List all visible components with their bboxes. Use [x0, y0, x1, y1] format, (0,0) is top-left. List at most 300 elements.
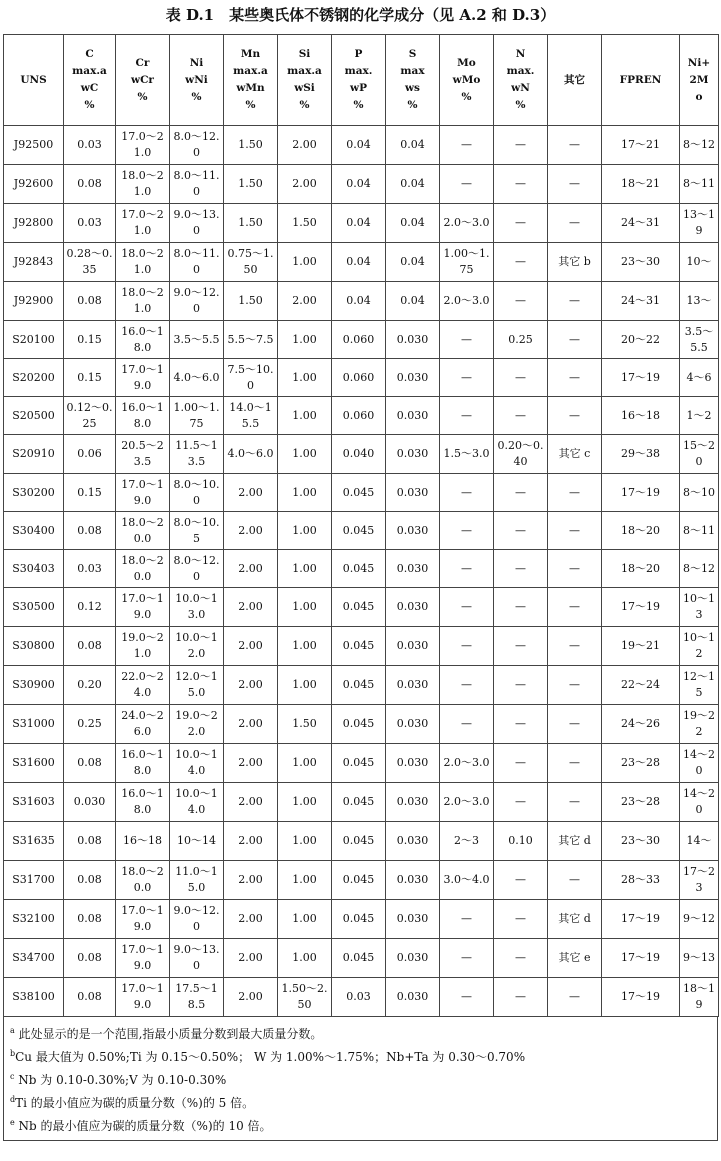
- table-cell: 12～15: [680, 666, 719, 705]
- table-cell: 0.030: [386, 397, 440, 435]
- column-header-line: Ni: [189, 56, 204, 69]
- column-header-line: %: [137, 90, 148, 103]
- column-header-line: max: [400, 65, 425, 77]
- table-row: [4, 550, 719, 588]
- table-cell: 17.0～19.0: [116, 978, 170, 1017]
- table-cell: —: [494, 861, 548, 900]
- table-cell: 0.030: [386, 744, 440, 783]
- column-header: [332, 35, 386, 126]
- table-cell: 23～30: [602, 822, 680, 861]
- table-cell: 18.0～21.0: [116, 282, 170, 321]
- table-cell: —: [494, 359, 548, 397]
- table-cell: 1.00～1.75: [440, 243, 494, 282]
- column-header-line: %: [245, 99, 256, 111]
- table-cell: 1.00～1.75: [170, 397, 224, 435]
- table-cell: 23～30: [602, 243, 680, 282]
- table-cell: —: [440, 550, 494, 588]
- table-cell: —: [548, 627, 602, 666]
- table-cell: 24.0～26.0: [116, 705, 170, 744]
- uns-cell: J92843: [4, 243, 64, 282]
- table-cell: 0.04: [386, 165, 440, 204]
- table-cell: —: [494, 165, 548, 204]
- column-header-line: Mn: [240, 48, 261, 60]
- table-cell: 1～2: [680, 397, 719, 435]
- table-cell: 2.00: [224, 861, 278, 900]
- table-cell: —: [548, 126, 602, 165]
- table-cell: —: [494, 204, 548, 243]
- column-header: [64, 35, 116, 126]
- table-cell: 17～19: [602, 939, 680, 978]
- table-cell: 16.0～18.0: [116, 397, 170, 435]
- table-cell: 0.08: [64, 627, 116, 666]
- table-cell: 0.030: [64, 783, 116, 822]
- header-row: [4, 35, 719, 126]
- table-cell: 1.00: [278, 512, 332, 550]
- table-row: [4, 359, 719, 397]
- uns-cell: S30900: [4, 666, 64, 705]
- table-cell: 19～21: [602, 627, 680, 666]
- table-cell: 10～: [680, 243, 719, 282]
- table-cell: 17～19: [602, 359, 680, 397]
- table-cell: 0.030: [386, 978, 440, 1017]
- table-cell: 17～21: [602, 126, 680, 165]
- table-cell: 1.00: [278, 861, 332, 900]
- table-cell: 0.12～0.25: [64, 397, 116, 435]
- table-cell: 1.00: [278, 321, 332, 359]
- table-row: [4, 397, 719, 435]
- table-cell: 17.5～18.5: [170, 978, 224, 1017]
- table-cell: 1.00: [278, 474, 332, 512]
- column-header-line: max.: [506, 65, 535, 77]
- table-cell: —: [440, 126, 494, 165]
- table-cell: 10.0～14.0: [170, 783, 224, 822]
- table-cell: 0.045: [332, 550, 386, 588]
- column-header-line: wCr: [131, 73, 154, 86]
- table-cell: 0.08: [64, 165, 116, 204]
- table-cell: 10～13: [680, 588, 719, 627]
- table-cell: 1.00: [278, 588, 332, 627]
- table-cell: 8.0～11.0: [170, 165, 224, 204]
- column-header: [278, 35, 332, 126]
- table-cell: 0.08: [64, 822, 116, 861]
- table-cell: 2.00: [224, 627, 278, 666]
- table-cell: 17～19: [602, 588, 680, 627]
- table-cell: 17～19: [602, 900, 680, 939]
- table-cell: 0.03: [64, 126, 116, 165]
- column-header-line: 其它: [564, 73, 585, 86]
- table-cell: 8～11: [680, 165, 719, 204]
- table-cell: 0.10: [494, 822, 548, 861]
- table-cell: —: [440, 359, 494, 397]
- column-header-line: %: [299, 99, 310, 111]
- column-header: [440, 35, 494, 126]
- footnote-mark: e: [10, 1118, 15, 1127]
- table-cell: 1.00: [278, 359, 332, 397]
- column-header-line: wSi: [294, 82, 315, 94]
- table-row: [4, 627, 719, 666]
- table-cell: 7.5～10.0: [224, 359, 278, 397]
- table-row: [4, 783, 719, 822]
- table-cell: 0.25: [494, 321, 548, 359]
- column-header-line: 2M: [689, 73, 709, 86]
- table-cell: 0.03: [332, 978, 386, 1017]
- table-cell: 14.0～15.5: [224, 397, 278, 435]
- table-cell: 24～31: [602, 282, 680, 321]
- table-cell: 3.5～5.5: [680, 321, 719, 359]
- table-cell: —: [494, 588, 548, 627]
- table-cell: 0.030: [386, 321, 440, 359]
- table-cell: —: [440, 666, 494, 705]
- table-cell: 1.50: [278, 204, 332, 243]
- table-cell: 2.00: [224, 512, 278, 550]
- table-cell: 1.00: [278, 397, 332, 435]
- table-cell: —: [440, 512, 494, 550]
- table-cell: 8～10: [680, 474, 719, 512]
- table-cell: 其它 c: [548, 435, 602, 474]
- table-cell: 0.045: [332, 588, 386, 627]
- column-header-line: wC: [80, 82, 99, 94]
- table-cell: 17～23: [680, 861, 719, 900]
- table-cell: —: [548, 550, 602, 588]
- column-header-line: ws: [405, 82, 420, 94]
- table-cell: 5.5～7.5: [224, 321, 278, 359]
- footnote-mark: a: [10, 1026, 15, 1035]
- table-cell: —: [440, 397, 494, 435]
- table-cell: 0.030: [386, 705, 440, 744]
- table-row: [4, 705, 719, 744]
- table-cell: 0.045: [332, 900, 386, 939]
- table-cell: 10.0～14.0: [170, 744, 224, 783]
- column-header-line: o: [695, 90, 703, 103]
- table-cell: 20～22: [602, 321, 680, 359]
- column-header: [680, 35, 719, 126]
- table-cell: 16.0～18.0: [116, 783, 170, 822]
- table-cell: 1.00: [278, 243, 332, 282]
- table-cell: 3.0～4.0: [440, 861, 494, 900]
- table-cell: 0.030: [386, 550, 440, 588]
- table-cell: 17.0～19.0: [116, 474, 170, 512]
- table-cell: 0.030: [386, 588, 440, 627]
- table-cell: 0.08: [64, 861, 116, 900]
- table-cell: 0.060: [332, 359, 386, 397]
- table-cell: —: [548, 512, 602, 550]
- table-cell: 17.0～19.0: [116, 939, 170, 978]
- table-row: [4, 822, 719, 861]
- table-cell: 0.08: [64, 282, 116, 321]
- column-header-line: N: [515, 48, 526, 60]
- table-cell: 13～: [680, 282, 719, 321]
- table-cell: 4.0～6.0: [170, 359, 224, 397]
- table-cell: 0.08: [64, 939, 116, 978]
- table-cell: 2.0～3.0: [440, 744, 494, 783]
- table-cell: 14～: [680, 822, 719, 861]
- table-cell: 0.04: [332, 165, 386, 204]
- table-cell: —: [494, 705, 548, 744]
- table-cell: 2.00: [278, 165, 332, 204]
- table-cell: 0.030: [386, 822, 440, 861]
- table-cell: 9～13: [680, 939, 719, 978]
- table-row: [4, 939, 719, 978]
- table-cell: 0.030: [386, 939, 440, 978]
- column-header-line: C: [85, 48, 94, 60]
- uns-cell: J92800: [4, 204, 64, 243]
- table-row: [4, 512, 719, 550]
- table-cell: 0.030: [386, 359, 440, 397]
- table-cell: 1.00: [278, 627, 332, 666]
- table-row: [4, 126, 719, 165]
- table-cell: —: [440, 900, 494, 939]
- table-cell: 14～20: [680, 744, 719, 783]
- table-cell: 8.0～10.5: [170, 512, 224, 550]
- table-cell: 20.5～23.5: [116, 435, 170, 474]
- table-cell: 9.0～13.0: [170, 204, 224, 243]
- table-cell: 0.045: [332, 861, 386, 900]
- uns-cell: S30200: [4, 474, 64, 512]
- table-cell: 3.5～5.5: [170, 321, 224, 359]
- table-cell: 9.0～12.0: [170, 900, 224, 939]
- table-cell: 1.50: [224, 204, 278, 243]
- table-cell: —: [494, 900, 548, 939]
- table-cell: —: [548, 978, 602, 1017]
- table-cell: 18.0～20.0: [116, 861, 170, 900]
- table-row: [4, 900, 719, 939]
- table-cell: 8.0～11.0: [170, 243, 224, 282]
- table-cell: 1.50: [224, 282, 278, 321]
- table-cell: —: [440, 705, 494, 744]
- column-header-line: wMo: [452, 73, 481, 86]
- table-cell: 2.00: [278, 126, 332, 165]
- table-cell: —: [548, 744, 602, 783]
- table-cell: 2.00: [224, 939, 278, 978]
- table-cell: 24～26: [602, 705, 680, 744]
- table-cell: —: [440, 165, 494, 204]
- table-cell: 1.00: [278, 822, 332, 861]
- composition-table: [3, 34, 719, 1017]
- table-row: [4, 666, 719, 705]
- table-cell: —: [440, 588, 494, 627]
- column-header-line: Ni+: [687, 56, 711, 69]
- table-body: [4, 126, 719, 1017]
- uns-cell: S38100: [4, 978, 64, 1017]
- uns-cell: J92600: [4, 165, 64, 204]
- table-cell: 16.0～18.0: [116, 744, 170, 783]
- table-cell: 0.045: [332, 627, 386, 666]
- table-cell: 0.030: [386, 627, 440, 666]
- table-cell: 8.0～10.0: [170, 474, 224, 512]
- table-cell: 2.00: [224, 744, 278, 783]
- column-header-line: max.a: [287, 65, 322, 77]
- table-cell: 0.06: [64, 435, 116, 474]
- table-cell: 0.045: [332, 512, 386, 550]
- uns-cell: S30800: [4, 627, 64, 666]
- table-cell: 0.20～0.40: [494, 435, 548, 474]
- footnote-text: 此处显示的是一个范围,指最小质量分数到最大质量分数。: [14, 1027, 323, 1041]
- table-cell: 0.045: [332, 744, 386, 783]
- column-header: [602, 35, 680, 126]
- table-cell: 19.0～22.0: [170, 705, 224, 744]
- column-header-line: %: [191, 90, 202, 103]
- table-cell: 24～31: [602, 204, 680, 243]
- table-cell: 2.00: [224, 783, 278, 822]
- table-row: [4, 321, 719, 359]
- footnote: [10, 1021, 711, 1044]
- table-cell: 0.04: [332, 282, 386, 321]
- column-header: [224, 35, 278, 126]
- table-cell: 0.045: [332, 705, 386, 744]
- table-cell: 8～12: [680, 550, 719, 588]
- column-header-line: Cr: [135, 56, 150, 69]
- table-cell: —: [494, 666, 548, 705]
- footnote: [10, 1090, 711, 1113]
- table-cell: 19.0～21.0: [116, 627, 170, 666]
- column-header-line: max.a: [233, 65, 268, 77]
- column-header: [170, 35, 224, 126]
- table-cell: 2～3: [440, 822, 494, 861]
- table-cell: 8～12: [680, 126, 719, 165]
- uns-cell: S31600: [4, 744, 64, 783]
- column-header: [386, 35, 440, 126]
- table-cell: 2.00: [224, 822, 278, 861]
- table-cell: 11.5～13.5: [170, 435, 224, 474]
- table-cell: 其它 b: [548, 243, 602, 282]
- table-cell: 0.045: [332, 783, 386, 822]
- table-cell: 2.0～3.0: [440, 204, 494, 243]
- table-cell: —: [548, 397, 602, 435]
- table-cell: 2.00: [224, 588, 278, 627]
- column-header-line: %: [353, 99, 364, 111]
- uns-cell: J92500: [4, 126, 64, 165]
- uns-cell: S20910: [4, 435, 64, 474]
- table-cell: —: [494, 627, 548, 666]
- table-cell: 13～19: [680, 204, 719, 243]
- table-cell: 1.00: [278, 900, 332, 939]
- table-cell: 17～19: [602, 474, 680, 512]
- footnote: [10, 1044, 711, 1067]
- table-cell: 2.0～3.0: [440, 783, 494, 822]
- column-header-line: S: [408, 48, 417, 60]
- table-cell: 2.00: [224, 550, 278, 588]
- column-header-line: Mo: [457, 56, 476, 69]
- table-cell: 8～11: [680, 512, 719, 550]
- table-cell: 17.0～21.0: [116, 204, 170, 243]
- uns-cell: S31603: [4, 783, 64, 822]
- uns-cell: S34700: [4, 939, 64, 978]
- table-cell: 2.00: [224, 900, 278, 939]
- table-cell: 0.15: [64, 359, 116, 397]
- footnote-text: Cu 最大值为 0.50%;Ti 为 0.15～0.50%； W 为 1.00%～1.75%；Nb+Ta 为 0.30～0.70%: [15, 1050, 526, 1064]
- table-cell: 1.5～3.0: [440, 435, 494, 474]
- table-cell: 17.0～21.0: [116, 126, 170, 165]
- table-cell: 29～38: [602, 435, 680, 474]
- table-cell: 0.08: [64, 900, 116, 939]
- table-cell: —: [548, 165, 602, 204]
- table-cell: —: [494, 243, 548, 282]
- table-cell: 10.0～13.0: [170, 588, 224, 627]
- table-cell: 17～19: [602, 978, 680, 1017]
- column-header-line: %: [407, 99, 418, 111]
- column-header-line: wMn: [236, 82, 265, 94]
- table-cell: 0.04: [332, 126, 386, 165]
- table-cell: —: [440, 627, 494, 666]
- table-cell: 22.0～24.0: [116, 666, 170, 705]
- table-cell: 0.03: [64, 204, 116, 243]
- table-cell: 0.030: [386, 435, 440, 474]
- table-header: [4, 35, 719, 126]
- table-cell: —: [548, 282, 602, 321]
- table-cell: 18～21: [602, 165, 680, 204]
- table-cell: 0.060: [332, 321, 386, 359]
- footnote: [10, 1067, 711, 1090]
- table-cell: —: [494, 744, 548, 783]
- table-cell: 18.0～21.0: [116, 165, 170, 204]
- table-cell: 0.030: [386, 666, 440, 705]
- uns-cell: S31000: [4, 705, 64, 744]
- table-cell: 1.00: [278, 939, 332, 978]
- column-header-line: wP: [350, 82, 367, 94]
- column-header: [494, 35, 548, 126]
- table-cell: 17.0～19.0: [116, 900, 170, 939]
- table-cell: —: [494, 939, 548, 978]
- table-cell: 18～20: [602, 512, 680, 550]
- footnote-text: Ti 的最小值应为碳的质量分数（%)的 5 倍。: [15, 1096, 255, 1110]
- table-cell: 19～22: [680, 705, 719, 744]
- table-cell: 1.00: [278, 550, 332, 588]
- table-cell: —: [494, 282, 548, 321]
- uns-cell: S30403: [4, 550, 64, 588]
- table-cell: 0.04: [386, 204, 440, 243]
- table-cell: 0.04: [386, 126, 440, 165]
- table-cell: —: [440, 474, 494, 512]
- table-cell: 9.0～13.0: [170, 939, 224, 978]
- table-cell: 1.00: [278, 435, 332, 474]
- column-header-line: max.a: [72, 65, 107, 77]
- table-cell: —: [440, 978, 494, 1017]
- table-cell: 18.0～20.0: [116, 512, 170, 550]
- table-cell: 4～6: [680, 359, 719, 397]
- footnote-mark: c: [10, 1072, 15, 1081]
- table-row: [4, 165, 719, 204]
- table-cell: 8.0～12.0: [170, 550, 224, 588]
- table-cell: 23～28: [602, 783, 680, 822]
- column-header-line: %: [461, 90, 472, 103]
- uns-cell: J92900: [4, 282, 64, 321]
- table-cell: 8.0～12.0: [170, 126, 224, 165]
- table-row: [4, 588, 719, 627]
- table-row: [4, 978, 719, 1017]
- table-cell: 0.04: [332, 204, 386, 243]
- table-cell: 0.12: [64, 588, 116, 627]
- table-cell: 1.50: [224, 165, 278, 204]
- column-header: [548, 35, 602, 126]
- table-cell: —: [548, 359, 602, 397]
- table-cell: 1.00: [278, 744, 332, 783]
- table-cell: 9.0～12.0: [170, 282, 224, 321]
- table-cell: 0.030: [386, 783, 440, 822]
- table-cell: —: [494, 126, 548, 165]
- table-cell: 0.04: [332, 243, 386, 282]
- table-cell: —: [548, 666, 602, 705]
- table-row: [4, 282, 719, 321]
- column-header-line: %: [84, 99, 95, 111]
- table-cell: 0.75～1.50: [224, 243, 278, 282]
- table-cell: 10～14: [170, 822, 224, 861]
- table-cell: —: [440, 939, 494, 978]
- table-cell: 其它 d: [548, 900, 602, 939]
- footnote: [10, 1113, 711, 1136]
- footnote-mark: b: [10, 1049, 16, 1058]
- column-header-line: Si: [298, 48, 311, 60]
- table-cell: 0.045: [332, 939, 386, 978]
